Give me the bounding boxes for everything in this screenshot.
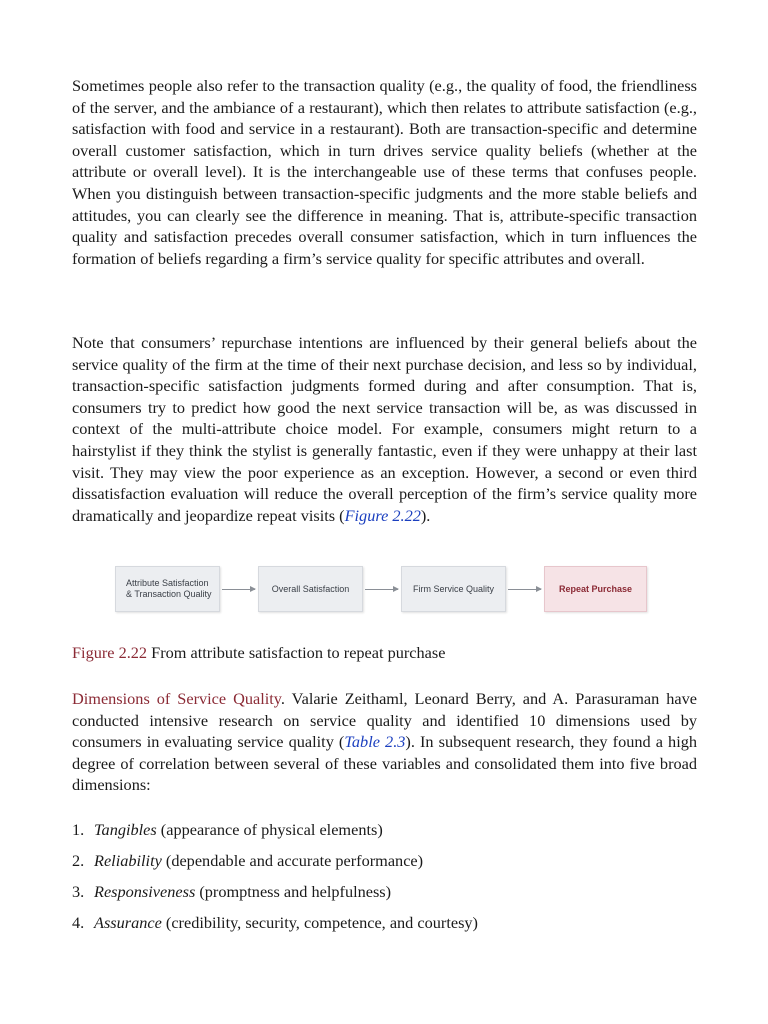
diagram-box-line: & Transaction Quality [126, 589, 212, 599]
figure-caption [72, 642, 445, 664]
list-number: 1. [72, 820, 85, 839]
list-item [72, 881, 478, 912]
paragraph-text-end: ). In subsequent research, they found a high degree of correlation between several of these variables and consolidated them into five broad dimensions: [72, 732, 697, 795]
arrow-right-icon [508, 589, 541, 590]
diagram-box-line: Attribute Satisfaction [126, 578, 209, 588]
list-number: 3. [72, 882, 85, 901]
paragraph-text-end: ). [420, 505, 431, 525]
caption-label: Figure 2.22 [72, 643, 148, 662]
table-reference-link[interactable]: Table 2.3 [344, 732, 406, 752]
arrow-right-icon [365, 589, 398, 590]
diagram-box-overall-satisfaction: Overall Satisfaction [258, 566, 363, 612]
arrow-right-icon [222, 589, 255, 590]
diagram-box-firm-service-quality: Firm Service Quality [401, 566, 506, 612]
paragraph-text: Valarie Zeithaml, Leonard Berry, and A. Parasuraman have conducted intensive research on service quality and identified 10 dimensions used by consumers in evaluating service quality ( [72, 689, 697, 752]
section-heading: Dimensions of Service Quality [72, 689, 281, 708]
paragraph-repurchase-intentions [72, 332, 697, 526]
list-item [72, 850, 478, 881]
paragraph-text: Note that consumers’ repurchase intentions are influenced by their general beliefs about the service quality of the firm at the time of their next purchase decision, and less so by individual, transaction-specific satisfaction judgments formed during and after consumption. That is, consumers try to predict how good the next service transaction will be, as was discussed in context of the multi-attribute choice model. For example, consumers might return to a hairstylist if they think the stylist is generally fantastic, even if they were unhappy at their last visit. They may view the poor experience as an exception. However, a second or even third dissatisfaction evaluation will reduce the overall perception of the firm’s service quality more dramatically and jeopardize repeat visits ( [72, 333, 697, 525]
paragraph-transaction-quality: Sometimes people also refer to the transaction quality (e.g., the quality of food, the friendliness of the server, and the ambiance of a restaurant), which then relates to attribute satisfaction (e.g., satisfaction with food and service in a restaurant). Both are transaction-specific and determine overall customer satisfaction, which in turn drives service quality beliefs (whether at the attribute or overall level). It is the interchangeable use of these terms that confuses people. When you distinguish between transaction-specific judgments and the more stable beliefs and attitudes, you can clearly see the difference in meaning. That is, attribute-specific transaction quality and satisfaction precedes overall consumer satisfaction, which in turn influences the formation of beliefs regarding a firm’s service quality for specific attributes and overall. [72, 76, 697, 268]
paragraph-dimensions [72, 688, 697, 796]
diagram-box-attribute-satisfaction [115, 566, 220, 612]
list-item [72, 819, 478, 850]
figure-reference-link[interactable]: Figure 2.22 [344, 505, 421, 525]
list-desc: (appearance of physical elements) [156, 820, 383, 839]
list-desc: (credibility, security, competence, and courtesy) [161, 913, 478, 932]
caption-text: From attribute satisfaction to repeat purchase [147, 643, 446, 662]
list-desc: (dependable and accurate performance) [161, 851, 424, 870]
heading-period: . [280, 689, 285, 708]
list-number: 4. [72, 913, 85, 932]
list-term: Responsiveness [94, 882, 196, 901]
list-term: Assurance [94, 913, 162, 932]
list-term: Reliability [94, 851, 162, 870]
diagram-box-repeat-purchase: Repeat Purchase [544, 566, 647, 612]
list-number: 2. [72, 851, 85, 870]
list-desc: (promptness and helpfulness) [195, 882, 392, 901]
list-item [72, 912, 478, 943]
list-term: Tangibles [94, 820, 157, 839]
dimensions-list [72, 819, 478, 943]
flow-diagram [115, 566, 647, 614]
